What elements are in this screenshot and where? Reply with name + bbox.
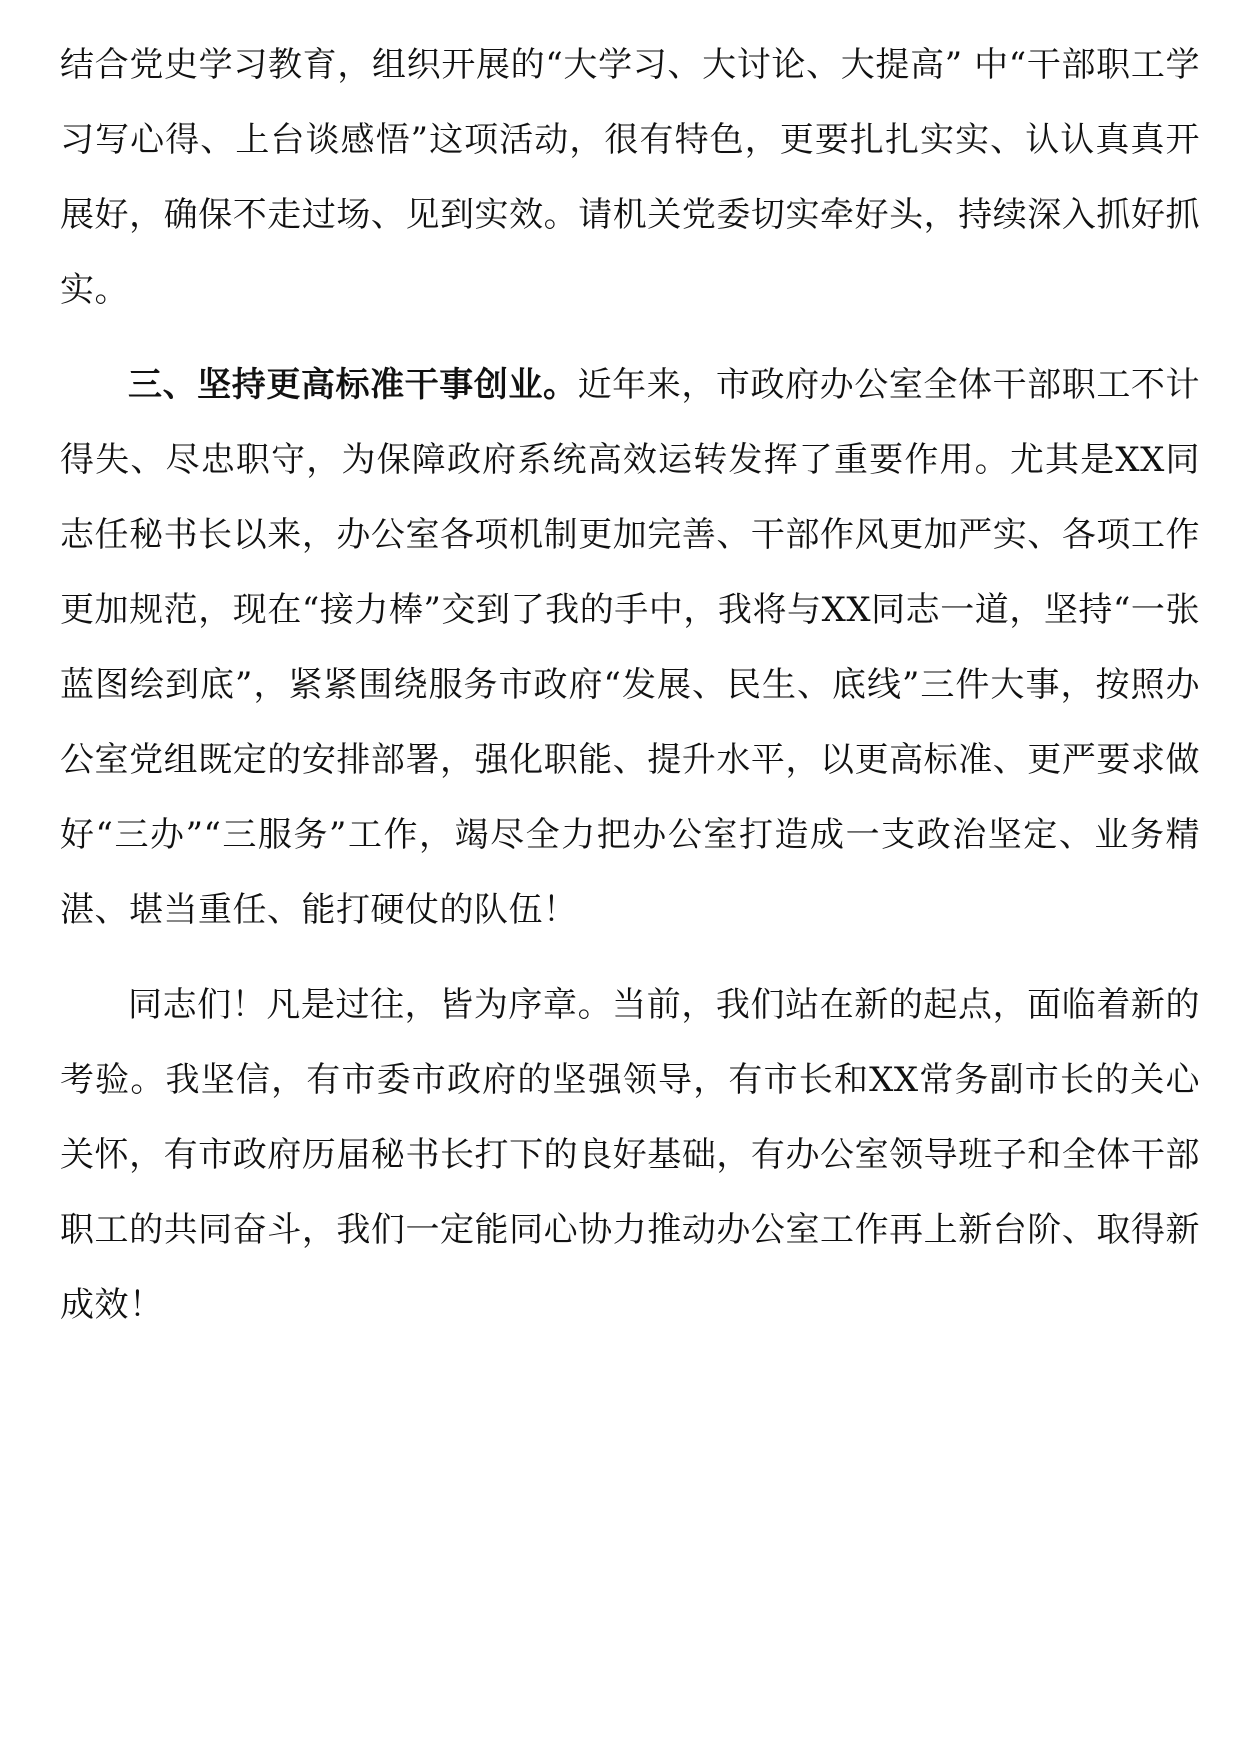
section-heading: 三、坚持更高标准干事创业。 xyxy=(128,365,578,405)
document-body xyxy=(60,28,1200,1343)
paragraph-text: 近年来，市政府办公室全体干部职工不计得失、尽忠职守，为保障政府系统高效运转发挥了重要作用。尤其是XX同志任秘书长以来，办公室各项机制更加完善、干部作风更加严实、各项工作更加规范，现在“接力棒”交到了我的手中，我将与XX同志一道，坚持“一张蓝图绘到底”，紧紧围绕服务市政府“发展、民生、底线”三件大事，按照办公室党组既定的安排部署，强化职能、提升水平，以更高标准、更严要求做好“三办”“三服务”工作，竭尽全力把办公室打造成一支政治坚定、业务精湛、堪当重任、能打硬仗的队伍！ xyxy=(60,365,1201,930)
paragraph-text: 同志们！凡是过往，皆为序章。当前，我们站在新的起点，面临着新的考验。我坚信，有市委市政府的坚强领导，有市长和XX常务副市长的关心关怀，有市政府历届秘书长打下的良好基础，有办公室领导班子和全体干部职工的共同奋斗，我们一定能同心协力推动办公室工作再上新台阶、取得新成效！ xyxy=(60,985,1200,1325)
paragraph-section-three xyxy=(60,348,1200,948)
paragraph-closing xyxy=(60,968,1200,1343)
paragraph-text: 结合党史学习教育，组织开展的“大学习、大讨论、大提高” 中“干部职工学习写心得、上台谈感悟”这项活动，很有特色，更要扎扎实实、认认真真开展好，确保不走过场、见到实效。请机关党委切实牵好头，持续深入抓好抓实。 xyxy=(60,45,1200,310)
paragraph-continuation xyxy=(60,28,1200,328)
